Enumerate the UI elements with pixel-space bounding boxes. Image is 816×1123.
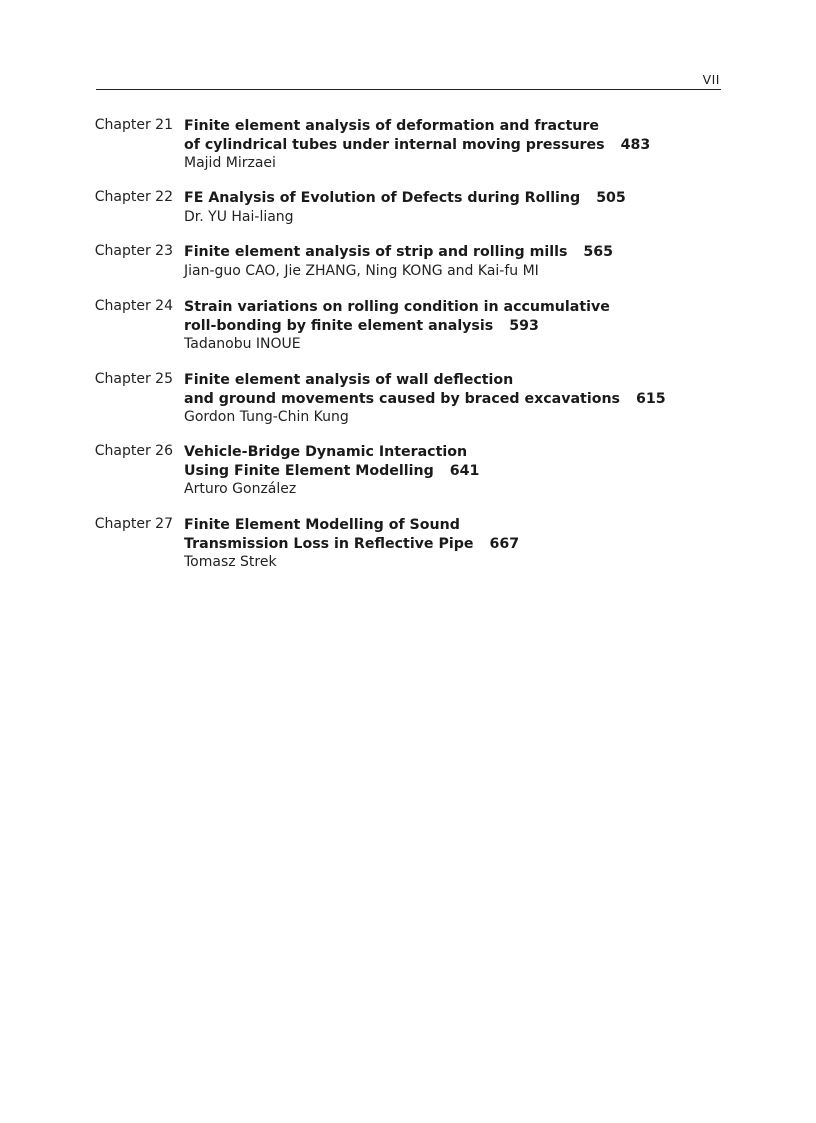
chapter-title-line [184, 390, 714, 409]
page-number: VII [702, 72, 720, 87]
chapter-title-text: Using Finite Element Modelling [184, 462, 434, 479]
page-reference: 483 [620, 136, 651, 153]
chapter-authors: Tomasz Strek [184, 554, 277, 570]
chapter-label: Chapter 25 [94, 371, 173, 387]
chapter-title-text: and ground movements caused by braced excavations [184, 390, 620, 407]
chapter-label: Chapter 23 [94, 243, 173, 259]
entry-body [184, 243, 714, 280]
chapter-authors: Dr. YU Hai-liang [184, 208, 294, 225]
chapter-title-line [184, 136, 714, 155]
chapter-title-line: Strain variations on rolling condition in accumulative [184, 299, 610, 315]
chapter-title-text: roll-bonding by finite element analysis [184, 317, 494, 334]
chapter-authors: Arturo González [184, 481, 297, 497]
chapter-title-text: Transmission Loss in Reflective Pipe [184, 535, 474, 552]
entry-body [184, 443, 714, 498]
chapter-title-line [184, 462, 714, 481]
chapter-label: Chapter 21 [94, 117, 173, 133]
chapter-label: Chapter 26 [94, 443, 173, 459]
page-reference: 615 [636, 390, 666, 407]
entry-body [184, 117, 714, 172]
chapter-title-line: Finite Element Modelling of Sound [184, 517, 460, 533]
entry-body [184, 516, 714, 571]
page-reference: 505 [596, 190, 626, 206]
chapter-title-line [184, 243, 714, 262]
chapter-title-line [184, 189, 714, 208]
page-reference: 565 [583, 244, 614, 260]
page-reference: 641 [449, 462, 480, 479]
entry-body [184, 371, 714, 426]
chapter-title-text: FE Analysis of Evolution of Defects during Rolling [184, 190, 581, 206]
chapter-title-text: of cylindrical tubes under internal moving pressures [184, 136, 605, 153]
chapter-authors: Majid Mirzaei [184, 155, 276, 171]
chapter-title-line [184, 535, 714, 554]
chapter-title-text: Finite element analysis of strip and rolling mills [184, 244, 568, 260]
header-rule [96, 89, 721, 90]
chapter-title-line: Finite element analysis of deformation and fracture [184, 118, 600, 134]
chapter-authors: Tadanobu INOUE [184, 336, 301, 352]
entry-body [184, 189, 714, 226]
chapter-title-line: Vehicle-Bridge Dynamic Interaction [184, 444, 468, 460]
chapter-label: Chapter 22 [94, 189, 173, 205]
page-reference: 593 [509, 317, 539, 334]
chapter-title-line: Finite element analysis of wall deflection [184, 372, 514, 388]
chapter-title-line [184, 317, 714, 336]
entry-body [184, 298, 714, 353]
chapter-label: Chapter 27 [94, 516, 173, 532]
chapter-label: Chapter 24 [94, 298, 173, 314]
chapter-authors: Jian-guo CAO, Jie ZHANG, Ning KONG and Kai-fu MI [184, 262, 539, 279]
page-reference: 667 [489, 535, 520, 552]
chapter-authors: Gordon Tung-Chin Kung [184, 409, 349, 425]
